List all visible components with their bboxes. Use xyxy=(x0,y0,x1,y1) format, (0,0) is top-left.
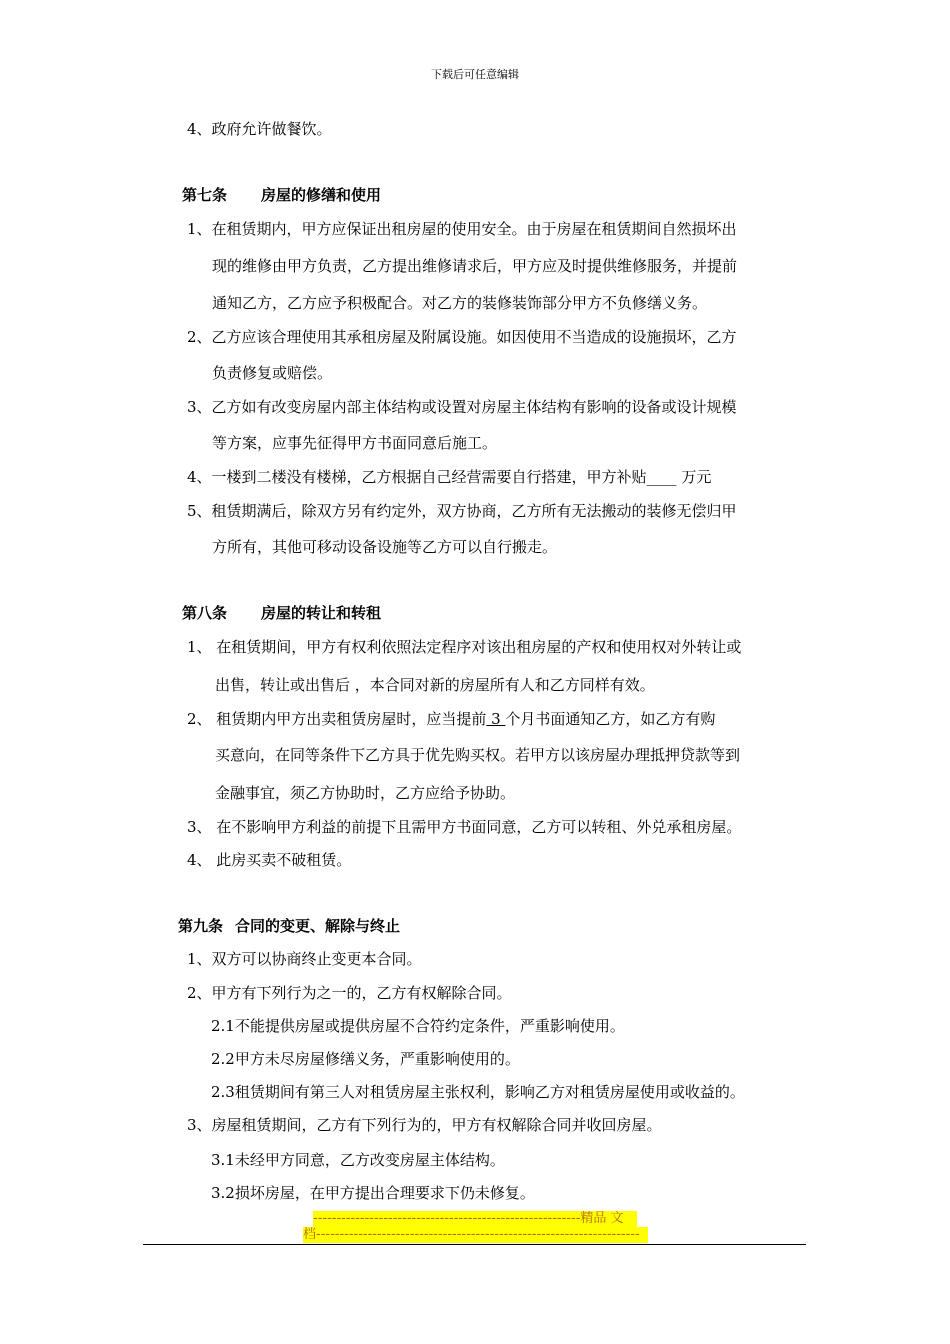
subsidy-blank: ____ xyxy=(646,468,677,486)
clause-9-2-1: 2.1不能提供房屋或提供房屋不合符约定条件，严重影响使用。 xyxy=(211,1017,625,1035)
section-7-number: 第七条 xyxy=(182,186,228,204)
clause-7-3-line2: 等方案，应事先征得甲方书面同意后施工。 xyxy=(212,434,498,452)
clause-9-2-2: 2.2甲方未尽房屋修缮义务，严重影响使用的。 xyxy=(211,1050,520,1068)
clause-8-2-line3: 金融事宜，须乙方协助时，乙方应给予协助。 xyxy=(215,784,516,802)
clause-7-4-text: 4、一楼到二楼没有楼梯，乙方根据自己经营需要自行搭建，甲方补贴 xyxy=(187,468,647,486)
clause-8-2-line2: 买意向，在同等条件下乙方具于优先购买权。若甲方以该房屋办理抵押贷款等到 xyxy=(215,746,741,764)
clause-7-1-line2: 现的维修由甲方负责，乙方提出维修请求后，甲方应及时提供维修服务，并提前 xyxy=(212,257,738,275)
clause-7-3-line1: 3、乙方如有改变房屋内部主体结构或设置对房屋主体结构有影响的设备或设计规模 xyxy=(187,398,737,416)
clause-9-2: 2、甲方有下列行为之一的，乙方有权解除合同。 xyxy=(187,984,512,1002)
clause-7-1-line3: 通知乙方，乙方应予积极配合。对乙方的装修装饰部分甲方不负修缮义务。 xyxy=(212,294,708,312)
clause-8-4: 4、 此房买卖不破租赁。 xyxy=(187,851,352,869)
subsidy-unit: 万元 xyxy=(676,468,712,486)
footer-watermark-line2: 档--------------------------------------------------------------------- xyxy=(303,1227,648,1243)
section-8-number: 第八条 xyxy=(182,604,228,622)
clause-8-1-line1: 1、 在租赁期间，甲方有权利依照法定程序对该出租房屋的产权和使用权对外转让或 xyxy=(187,638,742,656)
clause-7-4 xyxy=(187,467,711,487)
clause-8-2-line1 xyxy=(187,709,715,729)
clause-7-5-line2: 方所有，其他可移动设备设施等乙方可以自行搬走。 xyxy=(212,538,558,556)
clause-9-3-2: 3.2损坏房屋，在甲方提出合理要求下仍未修复。 xyxy=(211,1184,535,1202)
section-9-number: 第九条 xyxy=(178,917,224,935)
notice-months-blank: 3 xyxy=(486,710,506,728)
section-9-title: 合同的变更、解除与终止 xyxy=(235,917,401,935)
clause-8-2-text: 2、 租赁期内甲方出卖租赁房屋时，应当提前 xyxy=(187,710,487,728)
clause-7-5-line1: 5、租赁期满后，除双方另有约定外，双方协商，乙方所有无法搬动的装修无偿归甲 xyxy=(187,502,737,520)
clause-6-4: 4、政府允许做餐饮。 xyxy=(187,120,332,138)
footer-rule xyxy=(143,1244,806,1245)
clause-9-3-1: 3.1未经甲方同意，乙方改变房屋主体结构。 xyxy=(211,1151,505,1169)
clause-9-3: 3、房屋租赁期间，乙方有下列行为的，甲方有权解除合同并收回房屋。 xyxy=(187,1116,662,1134)
page-header: 下载后可任意编辑 xyxy=(431,68,519,81)
clause-7-1-line1: 1、在租赁期内，甲方应保证出租房屋的使用安全。由于房屋在租赁期间自然损坏出 xyxy=(187,220,737,238)
section-8-title: 房屋的转让和转租 xyxy=(261,604,382,622)
clause-7-2-line2: 负责修复或赔偿。 xyxy=(212,364,333,382)
section-7-heading xyxy=(182,185,381,205)
clause-8-3: 3、 在不影响甲方利益的前提下且需甲方书面同意，乙方可以转租、外兑承租房屋。 xyxy=(187,818,742,836)
section-8-heading xyxy=(182,603,381,623)
footer-watermark-line1: ---------------------------------------------------------精品 文 xyxy=(313,1211,637,1227)
section-9-heading xyxy=(178,916,400,936)
clause-9-2-3: 2.3租赁期间有第三人对租赁房屋主张权利，影响乙方对租赁房屋使用或收益的。 xyxy=(211,1083,745,1101)
clause-8-1-line2: 出售，转让或出售后 ，本合同对新的房屋所有人和乙方同样有效。 xyxy=(215,676,655,694)
section-7-title: 房屋的修缮和使用 xyxy=(261,186,382,204)
clause-8-2-text-cont: 个月书面通知乙方，如乙方有购 xyxy=(505,710,716,728)
clause-7-2-line1: 2、乙方应该合理使用其承租房屋及附属设施。如因使用不当造成的设施损坏，乙方 xyxy=(187,328,737,346)
clause-9-1: 1、双方可以协商终止变更本合同。 xyxy=(187,950,422,968)
